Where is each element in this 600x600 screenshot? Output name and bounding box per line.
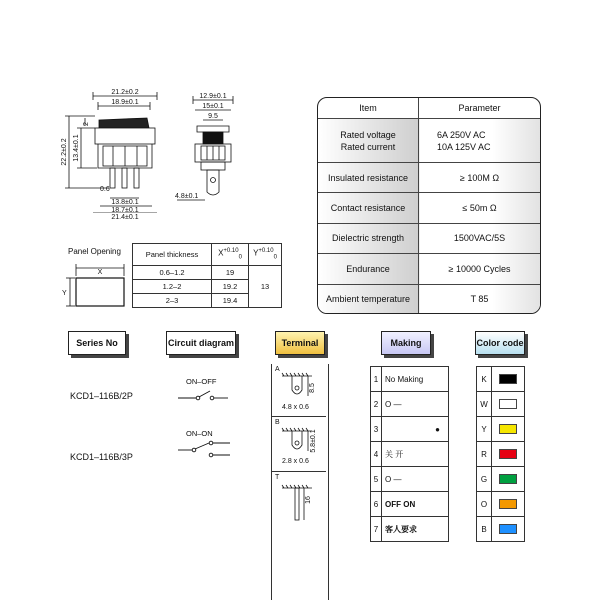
making-number: 1: [371, 367, 382, 392]
series-no-header: Series No: [68, 331, 126, 355]
color-swatch-black: [499, 374, 517, 384]
dim-pin-gap: 0.6: [100, 186, 110, 193]
making-marking: O —: [382, 467, 449, 492]
color-letter: G: [477, 467, 492, 492]
making-number: 3: [371, 417, 382, 442]
color-swatch-red: [499, 449, 517, 459]
dim-base-outer: 21.4±0.1: [111, 214, 139, 221]
spec-value-insulation: ≥ 100M Ω: [419, 163, 541, 193]
dim-top-width: 21.2±0.2: [111, 89, 139, 96]
making-number: 7: [371, 517, 382, 542]
dim-base-mid: 18.7±0.1: [111, 207, 139, 213]
making-marking: O —: [382, 392, 449, 417]
terminal-list: [271, 364, 329, 600]
spec-value-dielectric: 1500VAC/5S: [419, 223, 541, 253]
terminal-b-drawing: [278, 423, 324, 459]
ptable-thickness: 1.2–2: [133, 280, 212, 294]
model-3p: KCD1–116B/3P: [70, 452, 133, 462]
terminal-t-drawing: [278, 478, 324, 528]
dim-side-w1: 12.9±0.1: [199, 93, 227, 100]
panel-thickness-table: [132, 243, 282, 308]
making-marking: OFF ON: [382, 492, 449, 517]
making-number: 5: [371, 467, 382, 492]
front-view-drawing: [55, 88, 175, 213]
terminal-a-drawing: [278, 370, 324, 404]
spec-item-endurance: Endurance: [318, 254, 419, 284]
terminal-b-height: 5.8±0.1: [310, 429, 317, 453]
circuit-diagram-header: Circuit diagram: [166, 331, 236, 355]
terminal-a-code: A: [275, 366, 280, 373]
color-letter: K: [477, 367, 492, 392]
terminal-a-width: 4.8 x 0.6: [282, 404, 309, 411]
terminal-t: [272, 472, 326, 532]
spec-item-temperature: Ambient temperature: [318, 284, 419, 313]
ptable-header-y: $Y^{+0.10}_0$: [249, 244, 282, 266]
model-2p: KCD1–116B/2P: [70, 391, 133, 401]
spec-header-item: Item: [318, 98, 419, 119]
making-number: 6: [371, 492, 382, 517]
panel-y-label: Y: [62, 290, 67, 297]
making-marking: No Making: [382, 367, 449, 392]
dim-height-total: 22.2±0.2: [61, 138, 68, 166]
making-number: 2: [371, 392, 382, 417]
panel-opening-drawing: [58, 262, 128, 312]
making-number: 4: [371, 442, 382, 467]
color-swatch-white: [499, 399, 517, 409]
terminal-a-height: 8.5: [309, 383, 316, 393]
dim-side-w2: 15±0.1: [202, 103, 224, 110]
ptable-thickness: 0.6–1.2: [133, 266, 212, 280]
ptable-header-x: $X^{+0.10}_0$: [212, 244, 249, 266]
circuit-on-on-symbol: [176, 438, 232, 462]
spec-value-temperature: T 85: [419, 284, 541, 313]
terminal-b-code: B: [275, 419, 280, 426]
dim-body-width: 18.9±0.1: [111, 99, 139, 106]
circuit-on-on-label: ON–ON: [186, 429, 213, 438]
color-swatch-green: [499, 474, 517, 484]
dim-left-offset: 2: [83, 122, 90, 126]
color-swatch-blue: [499, 524, 517, 534]
ptable-y: 13: [249, 266, 282, 308]
ptable-thickness: 2–3: [133, 294, 212, 308]
terminal-header: Terminal: [275, 331, 325, 355]
color-letter: Y: [477, 417, 492, 442]
dim-height-body: 13.4±0.1: [73, 134, 80, 162]
spec-item-contact: Contact resistance: [318, 193, 419, 223]
circuit-on-off-label: ON–OFF: [186, 377, 217, 386]
ptable-header-thickness: Panel thickness: [133, 244, 212, 266]
making-marking: 关 开: [382, 442, 449, 467]
making-table: [370, 366, 449, 542]
spec-value-endurance: ≥ 10000 Cycles: [419, 254, 541, 284]
ptable-x: 19.2: [212, 280, 249, 294]
panel-x-label: X: [97, 269, 103, 276]
color-letter: R: [477, 442, 492, 467]
terminal-b: [272, 417, 326, 472]
ptable-x: 19.4: [212, 294, 249, 308]
terminal-t-height: 16: [305, 496, 312, 504]
spec-table: [317, 97, 541, 314]
color-letter: O: [477, 492, 492, 517]
color-swatch-orange: [499, 499, 517, 509]
making-header: Making: [381, 331, 431, 355]
color-letter: B: [477, 517, 492, 542]
dim-side-pin: 4.8±0.1: [175, 193, 199, 200]
spec-item-dielectric: Dielectric strength: [318, 223, 419, 253]
terminal-t-code: T: [275, 474, 280, 481]
dim-base-inner: 13.8±0.1: [111, 199, 139, 206]
color-letter: W: [477, 392, 492, 417]
dim-side-w3: 9.5: [208, 113, 218, 120]
circuit-on-off-symbol: [176, 388, 230, 406]
terminal-a: [272, 364, 326, 417]
ptable-x: 19: [212, 266, 249, 280]
spec-value-contact: ≤ 50m Ω: [419, 193, 541, 223]
spec-item-rated: Rated voltage Rated current: [318, 119, 419, 163]
spec-item-insulation: Insulated resistance: [318, 163, 419, 193]
color-code-header: Color code: [475, 331, 525, 355]
making-marking: 客人要求: [382, 517, 449, 542]
spec-value-rated: 6A 250V AC 10A 125V AC: [419, 119, 541, 163]
color-swatch-yellow: [499, 424, 517, 434]
panel-opening-title: Panel Opening: [68, 247, 121, 256]
terminal-b-width: 2.8 x 0.6: [282, 458, 309, 465]
making-marking: ●: [382, 417, 449, 442]
side-view-drawing: [175, 92, 250, 210]
spec-header-parameter: Parameter: [458, 103, 501, 113]
color-code-table: [476, 366, 525, 542]
